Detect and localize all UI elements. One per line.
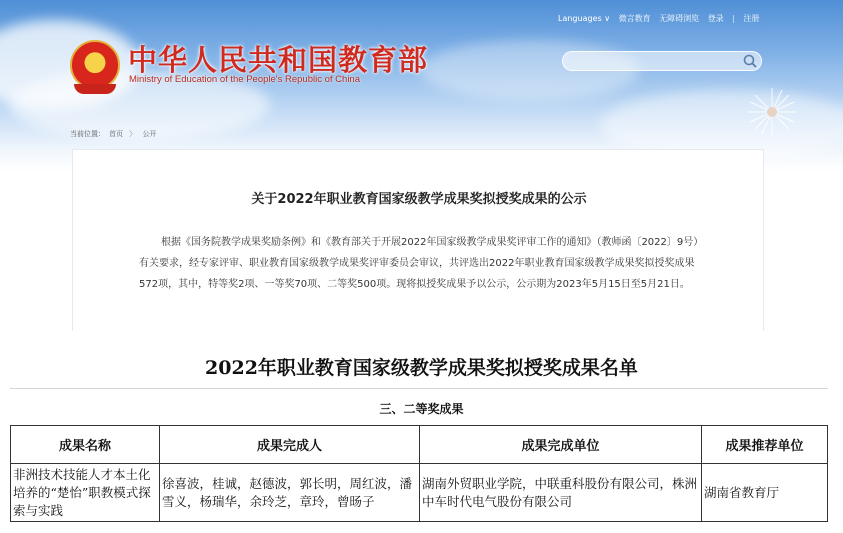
search-icon[interactable] bbox=[742, 53, 758, 69]
cell-units: 湖南外贸职业学院，中联重科股份有限公司，株洲中车时代电气股份有限公司 bbox=[420, 464, 702, 522]
site-title[interactable]: 中华人民共和国教育部 bbox=[128, 43, 429, 77]
link-separator: | bbox=[732, 14, 735, 23]
header-banner bbox=[0, 0, 843, 172]
dandelion-decoration-icon bbox=[744, 84, 800, 140]
article-card bbox=[72, 149, 764, 331]
awards-table bbox=[10, 425, 828, 522]
list-title: 2022年职业教育国家级教学成果奖拟授奖成果名单 bbox=[205, 357, 638, 379]
divider bbox=[10, 388, 828, 389]
column-header-name: 成果名称 bbox=[11, 426, 160, 464]
national-emblem-icon bbox=[70, 40, 120, 90]
table-header-row bbox=[11, 426, 828, 464]
breadcrumb bbox=[70, 129, 160, 139]
cell-name: 非洲技术技能人才本土化培养的“楚怡”职教模式探索与实践 bbox=[11, 464, 160, 522]
article-body-text: 根据《国务院教学成果奖励条例》和《教育部关于开展2022年国家级教学成果奖评审工作的通知》（教师函〔2022〕9号）有关要求，经专家评审、职业教育国家级教学成果奖评审委员会审议，共评选出2022年职业教育国家级教学成果奖拟授奖成果572项，其中，特等奖2项、一等奖70项、二等奖500项。现将拟授奖成果予以公示，公示期为2023年5月15日至5月21日。 bbox=[139, 237, 699, 290]
site-subtitle: Ministry of Education of the People's Republic of China bbox=[129, 74, 360, 85]
languages-link[interactable]: Languages ∨ bbox=[558, 14, 611, 23]
emblem-ribbon bbox=[74, 84, 116, 94]
breadcrumb-arrow-icon: 〉 bbox=[129, 130, 137, 138]
column-header-recommender: 成果推荐单位 bbox=[702, 426, 828, 464]
table-row bbox=[11, 464, 828, 522]
article-body bbox=[139, 232, 699, 295]
breadcrumb-home-link[interactable]: 首页 bbox=[109, 130, 123, 138]
accessibility-link[interactable]: 无障碍浏览 bbox=[659, 14, 700, 23]
top-links bbox=[558, 13, 765, 24]
register-link[interactable]: 注册 bbox=[743, 14, 760, 23]
login-link[interactable]: 登录 bbox=[707, 14, 724, 23]
section-title: 三、二等奖成果 bbox=[379, 402, 464, 416]
cell-people: 徐喜波，桂诚，赵德波，郭长明，周红波，潘雪义，杨瑞华，余玲芝，章玲，曾旸子 bbox=[160, 464, 420, 522]
article-title: 关于2022年职业教育国家级教学成果奖拟授奖成果的公示 bbox=[251, 192, 587, 207]
column-header-people: 成果完成人 bbox=[160, 426, 420, 464]
cell-recommender: 湖南省教育厅 bbox=[702, 464, 828, 522]
breadcrumb-label: 当前位置： bbox=[70, 130, 105, 138]
weibo-link[interactable]: 微言教育 bbox=[618, 14, 651, 23]
search-input[interactable] bbox=[562, 51, 762, 71]
breadcrumb-current[interactable]: 公开 bbox=[142, 130, 157, 138]
column-header-units: 成果完成单位 bbox=[420, 426, 702, 464]
